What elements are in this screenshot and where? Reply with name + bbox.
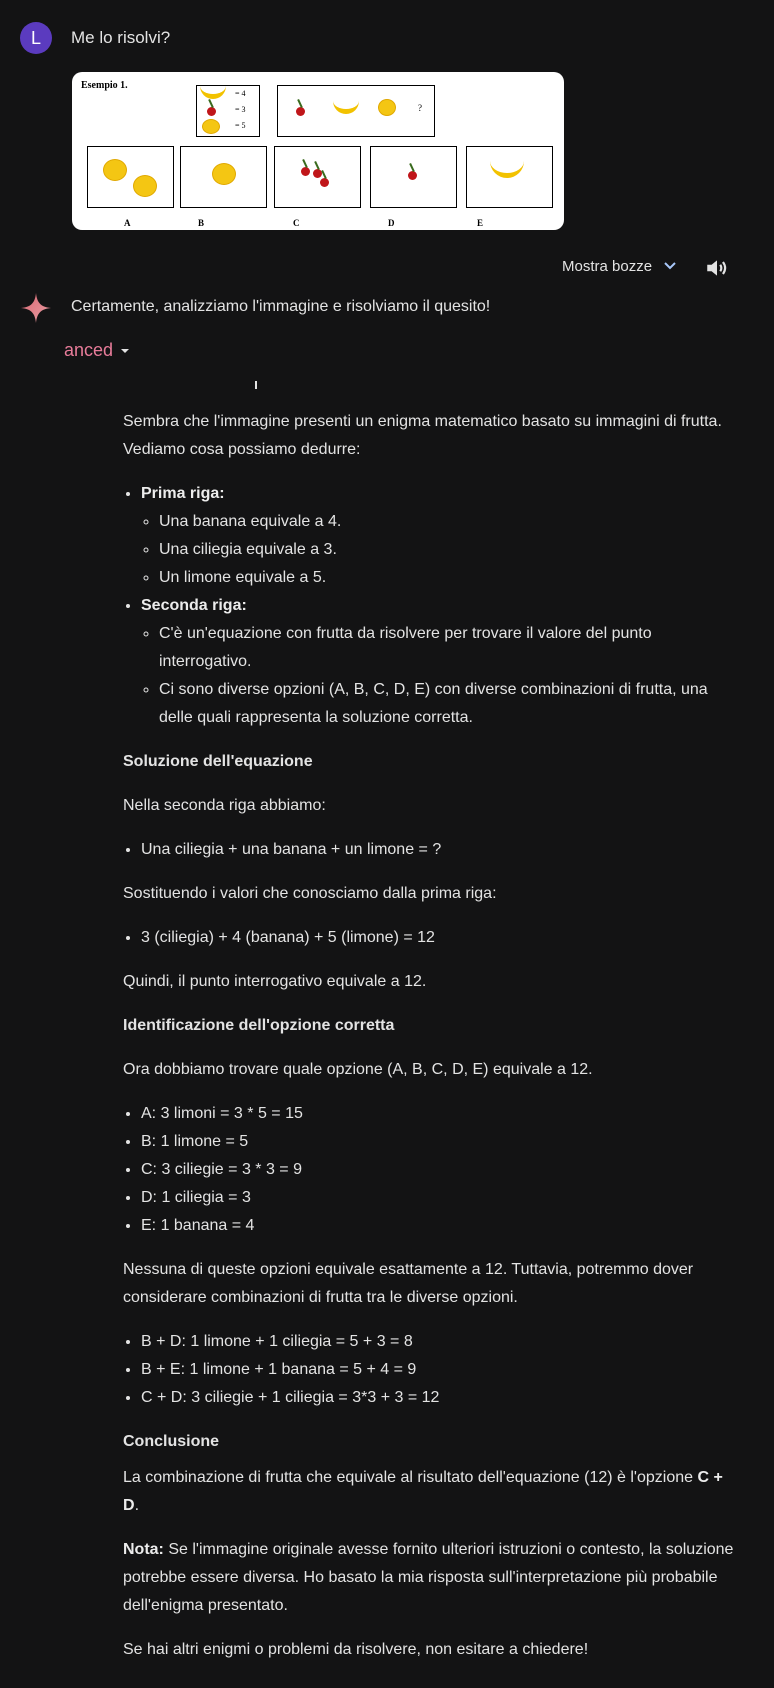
divider-mark [255,381,257,389]
note-text: Se l'immagine originale avesse fornito ulteriori istruzioni o contesto, la soluzione potrebbe essere diversa. Ho basato la mia risposta sull'interpretazione più probabile dell'enigma presentato. [123,1541,734,1614]
show-drafts-button[interactable] [562,256,680,276]
list-item: ◦ Una banana equivale a 4. [159,508,743,536]
list-item: ◦ Ci sono diverse opzioni (A, B, C, D, E) con diverse combinazioni di frutta, una delle quali rappresenta la soluzione corretta. [159,676,743,732]
row1-title: Prima riga: [141,485,225,502]
option-a-box [87,146,174,208]
heading-solution: Soluzione dell'equazione [123,753,313,770]
equation-list [123,924,743,952]
option-d-box [370,146,457,208]
key-value-banana: = 4 [235,89,246,98]
list-item: • D: 1 ciliegia = 3 [141,1184,743,1212]
list-item: • C: 3 ciliegie = 3 * 3 = 9 [141,1156,743,1184]
heading-conclusion: Conclusione [123,1433,220,1450]
key-box [196,85,260,137]
paragraph: Sembra che l'immagine presenti un enigma matematico basato su immagini di frutta. Vediamo cosa possiamo dedurre: [123,413,722,458]
conclusion-end: . [134,1497,140,1514]
paragraph: Nessuna di queste opzioni equivale esattamente a 12. Tuttavia, potremmo dover considerare combinazioni di frutta tra le diverse opzioni. [123,1261,694,1306]
question-mark: ? [418,103,422,113]
paragraph: Sostituendo i valori che conosciamo dalla prima riga: [123,885,497,902]
cherry-icon [207,107,216,116]
answer-body [123,408,743,1680]
user-avatar: L [20,22,52,54]
puzzle-image[interactable] [72,72,564,230]
show-drafts-label: Mostra bozze [562,257,653,275]
list-item: ◦ C'è un'equazione con frutta da risolvere per trovare il valore del punto interrogativo. [159,620,743,676]
banana-icon [333,100,359,114]
option-c-box [274,146,361,208]
conclusion-answer: C + D [123,1469,723,1514]
cherry-icon [408,171,417,180]
equation-box [277,85,435,137]
closing-paragraph: Se hai altri enigmi o problemi da risolvere, non esitare a chiedere! [123,1641,589,1658]
gemini-sparkle-icon [20,292,52,329]
list-item [141,480,743,592]
list-item: • E: 1 banana = 4 [141,1212,743,1240]
list-item: • B + D: 1 limone + 1 ciliegia = 5 + 3 = 8 [141,1328,743,1356]
list-item: • Una ciliegia + una banana + un limone = ? [141,836,743,864]
speaker-button[interactable] [704,255,730,286]
option-label-d: D [388,218,395,228]
list-item: ◦ Un limone equivale a 5. [159,564,743,592]
cherry-icon [296,107,305,116]
paragraph: Quindi, il punto interrogativo equivale a 12. [123,973,427,990]
list-item: • A: 3 limoni = 3 * 5 = 15 [141,1100,743,1128]
chevron-down-icon [660,256,680,276]
model-label: anced [64,340,114,360]
key-value-lemon: = 5 [235,121,246,130]
lemon-icon [103,159,127,181]
option-b-box [180,146,267,208]
equation-list [123,836,743,864]
lemon-icon [378,99,396,116]
option-e-box [466,146,553,208]
option-label-e: E [477,218,484,228]
cherry-icon [320,178,329,187]
answer-intro: Certamente, analizziamo l'immagine e risolviamo il quesito! [71,298,491,315]
lemon-icon [202,119,220,134]
puzzle-title: Esempio 1. [81,80,128,91]
heading-identification: Identificazione dell'opzione corretta [123,1017,395,1034]
cherry-icon [301,167,310,176]
option-label-a: A [124,218,131,228]
note-paragraph [123,1536,743,1620]
list-item: • B + E: 1 limone + 1 banana = 5 + 4 = 9 [141,1356,743,1384]
option-label-b: B [198,218,205,228]
combos-list [123,1328,743,1412]
conclusion-text: La combinazione di frutta che equivale al risultato dell'equazione (12) è l'opzione [123,1469,698,1486]
user-prompt-text: Me lo risolvi? [71,28,171,47]
options-list [123,1100,743,1240]
banana-icon [200,86,226,99]
row-list [123,480,743,732]
banana-icon [490,161,524,178]
model-selector[interactable] [64,340,131,361]
conclusion-paragraph [123,1464,743,1520]
list-item: • 3 (ciliegia) + 4 (banana) + 5 (limone) = 12 [141,924,743,952]
list-item: • B: 1 limone = 5 [141,1128,743,1156]
paragraph: Ora dobbiamo trovare quale opzione (A, B, C, D, E) equivale a 12. [123,1061,593,1078]
paragraph: Nella seconda riga abbiamo: [123,797,326,814]
key-value-cherry: = 3 [235,105,246,114]
list-item [141,592,743,732]
speaker-icon [704,255,730,281]
option-label-c: C [293,218,300,228]
list-item: ◦ Una ciliegia equivale a 3. [159,536,743,564]
list-item: • C + D: 3 ciliegie + 1 ciliegia = 3*3 + 3 = 12 [141,1384,743,1412]
lemon-icon [212,163,236,185]
caret-down-icon [119,345,131,357]
lemon-icon [133,175,157,197]
note-label: Nota: [123,1541,164,1558]
row2-title: Seconda riga: [141,597,247,614]
